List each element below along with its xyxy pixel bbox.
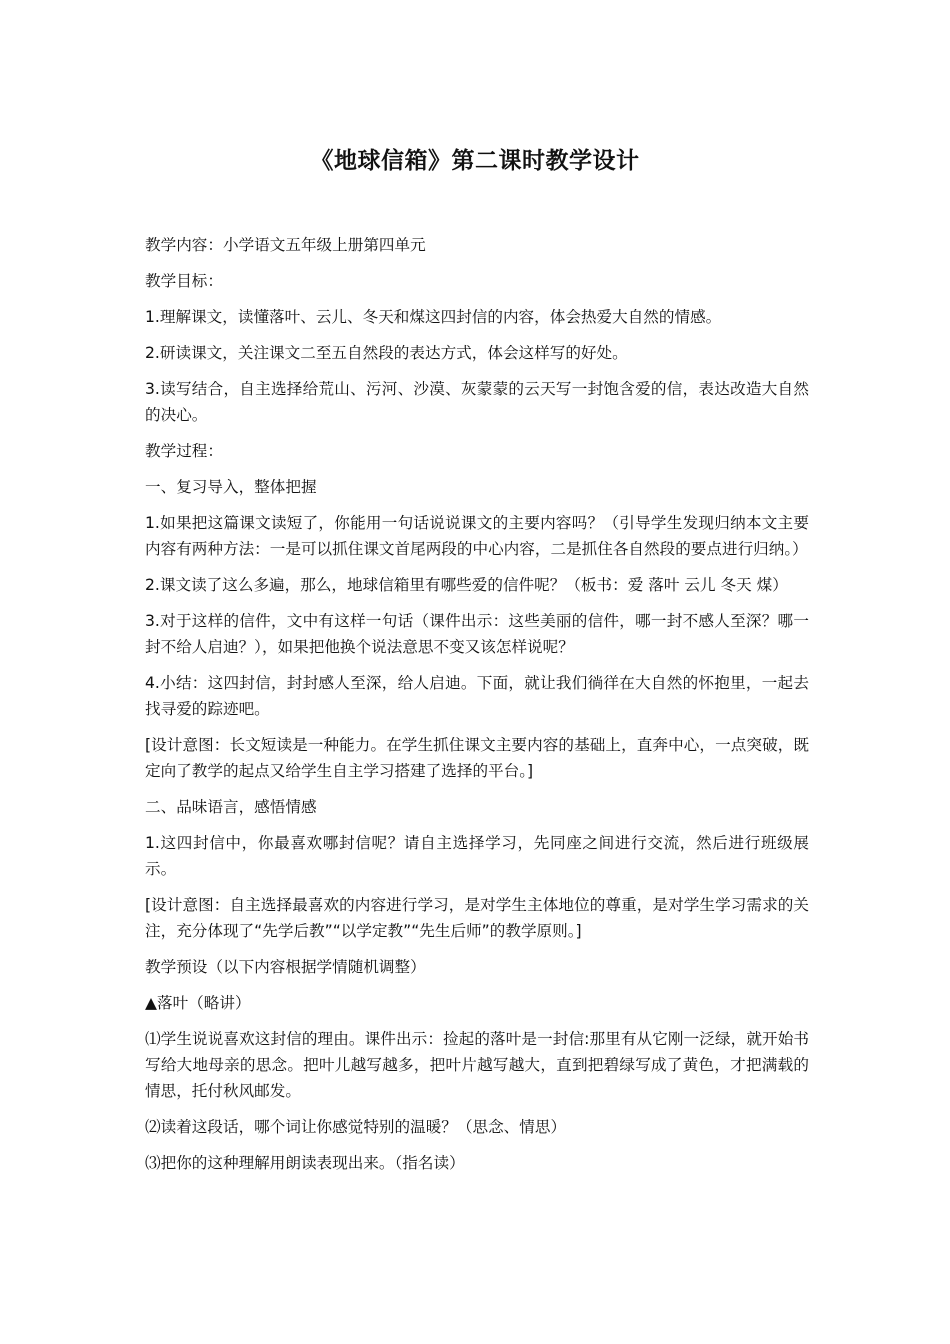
- paragraph-teaching-goals-heading: 教学目标：: [145, 272, 223, 290]
- paragraph-review-2: 2.课文读了这么多遍，那么，地球信箱里有哪些爱的信件呢？（板书：爱 落叶 云儿 冬天 煤）: [145, 576, 788, 594]
- document-body: [145, 232, 809, 1186]
- paragraph-teaching-content: 教学内容：小学语文五年级上册第四单元: [145, 236, 426, 254]
- paragraph-language-1: 1.这四封信中，你最喜欢哪封信呢？请自主选择学习，先同座之间进行交流，然后进行班级展示。: [145, 834, 809, 878]
- paragraph-fallen-leaf-heading: ▲落叶（略讲）: [145, 994, 251, 1012]
- paragraph-review-3: 3.对于这样的信件，文中有这样一句话（课件出示：这些美丽的信件，哪一封不感人至深？哪一封不给人启迪？），如果把他换个说法意思不变又该怎样说呢？: [145, 612, 809, 656]
- document-title: 《地球信箱》第二课时教学设计: [310, 148, 640, 174]
- section-heading-review: 一、复习导入，整体把握: [145, 478, 317, 496]
- paragraph-review-1: 1.如果把这篇课文读短了，你能用一句话说说课文的主要内容吗？（引导学生发现归纳本文主要内容有两种方法：一是可以抓住课文首尾两段的中心内容，二是抓住各自然段的要点进行归纳。）: [145, 514, 809, 558]
- paragraph-design-intent-2: [设计意图：自主选择最喜欢的内容进行学习，是对学生主体地位的尊重，是对学生学习需求的关注，充分体现了“先学后教”“以学定教”“先生后师”的教学原则。]: [145, 896, 809, 940]
- paragraph-goal-3: 3.读写结合，自主选择给荒山、污河、沙漠、灰蒙蒙的云天写一封饱含爱的信，表达改造大自然的决心。: [145, 380, 809, 424]
- paragraph-leaf-3: ⑶把你的这种理解用朗读表现出来。（指名读）: [145, 1154, 465, 1172]
- paragraph-goal-1: 1.理解课文，读懂落叶、云儿、冬天和煤这四封信的内容，体会热爱大自然的情感。: [145, 308, 722, 326]
- paragraph-review-4: 4.小结：这四封信，封封感人至深，给人启迪。下面，就让我们徜徉在大自然的怀抱里，一起去找寻爱的踪迹吧。: [145, 674, 809, 718]
- paragraph-leaf-1: ⑴学生说说喜欢这封信的理由。课件出示：捡起的落叶是一封信:那里有从它刚一泛绿，就开始书写给大地母亲的思念。把叶儿越写越多，把叶片越写越大，直到把碧绿写成了黄色，才把满载的情思，托付秋风邮发。: [145, 1030, 809, 1100]
- paragraph-leaf-2: ⑵读着这段话，哪个词让你感觉特别的温暖？（思念、情思）: [145, 1118, 567, 1136]
- paragraph-design-intent-1: [设计意图：长文短读是一种能力。在学生抓住课文主要内容的基础上，直奔中心，一点突破，既定向了教学的起点又给学生自主学习搭建了选择的平台。]: [145, 736, 809, 780]
- section-heading-language: 二、品味语言，感悟情感: [145, 798, 317, 816]
- paragraph-teaching-preset: 教学预设（以下内容根据学情随机调整）: [145, 958, 426, 976]
- paragraph-teaching-process-heading: 教学过程：: [145, 442, 223, 460]
- paragraph-goal-2: 2.研读课文，关注课文二至五自然段的表达方式，体会这样写的好处。: [145, 344, 628, 362]
